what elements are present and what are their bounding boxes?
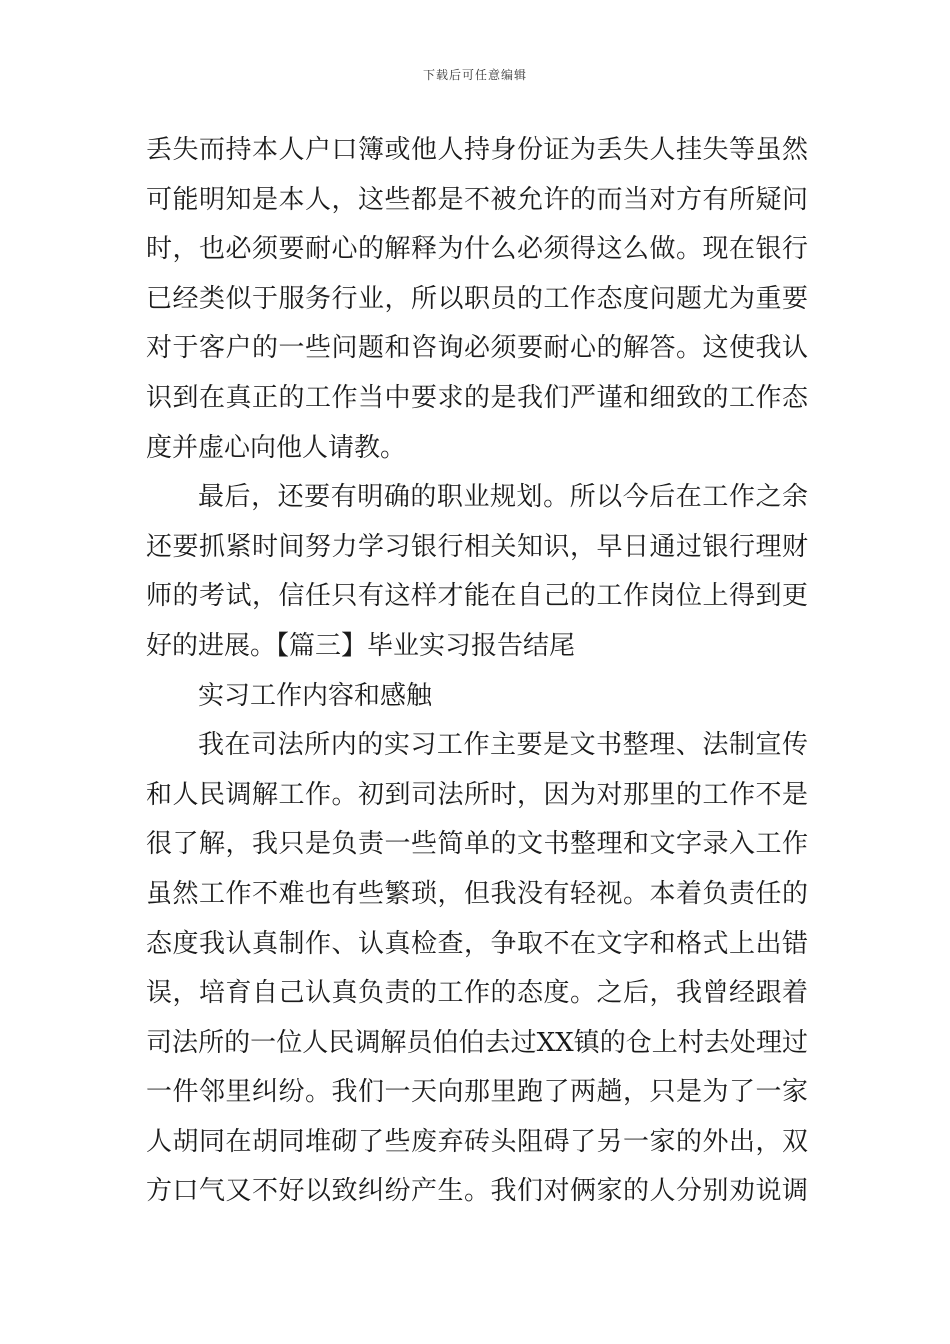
text-line: 可能明知是本人，这些都是不被允许的而当对方有所疑问: [146, 184, 808, 215]
text-line: 识到在真正的工作当中要求的是我们严谨和细致的工作态: [146, 382, 808, 413]
section-heading: 实习工作内容和感触: [198, 680, 433, 711]
text-line: 误，培育自己认真负责的工作的态度。之后，我曾经跟着: [146, 978, 808, 1009]
paragraph-start: 我在司法所内的实习工作主要是文书整理、法制宣传: [198, 730, 808, 761]
text-line: 人胡同在胡同堆砌了些废弃砖头阻碍了另一家的外出，双: [146, 1126, 808, 1157]
text-line: 司法所的一位人民调解员伯伯去过XX镇的仓上村去处理过: [146, 1027, 808, 1058]
text-line: 虽然工作不难也有些繁琐，但我没有轻视。本着负责任的: [146, 878, 808, 909]
text-line: 时，也必须要耐心的解释为什么必须得这么做。现在银行: [146, 234, 808, 265]
text-line: 一件邻里纠纷。我们一天向那里跑了两趟，只是为了一家: [146, 1077, 808, 1108]
text-line: 丢失而持本人户口簿或他人持身份证为丢失人挂失等虽然: [146, 135, 808, 165]
text-line: 度并虚心向他人请教。: [146, 432, 407, 463]
text-line: 师的考试，信任只有这样才能在自己的工作岗位上得到更: [146, 581, 808, 612]
paragraph-start: 最后，还要有明确的职业规划。所以今后在工作之余: [198, 482, 808, 513]
page-header: 下载后可任意编辑: [422, 68, 527, 82]
text-line: 方口气又不好以致纠纷产生。我们对俩家的人分别劝说调: [146, 1176, 808, 1207]
text-line: 很了解，我只是负责一些简单的文书整理和文字录入工作: [146, 829, 808, 860]
text-line: 已经类似于服务行业，所以职员的工作态度问题尤为重要: [146, 283, 808, 314]
text-line: 还要抓紧时间努力学习银行相关知识，早日通过银行理财: [146, 531, 808, 562]
text-line: 好的进展。【篇三】毕业实习报告结尾: [146, 630, 576, 661]
text-line: 对于客户的一些问题和咨询必须要耐心的解答。这使我认: [146, 333, 808, 364]
text-line: 和人民调解工作。初到司法所时，因为对那里的工作不是: [146, 779, 808, 810]
text-line: 态度我认真制作、认真检查，争取不在文字和格式上出错: [146, 928, 808, 959]
body-text: [146, 126, 808, 1217]
